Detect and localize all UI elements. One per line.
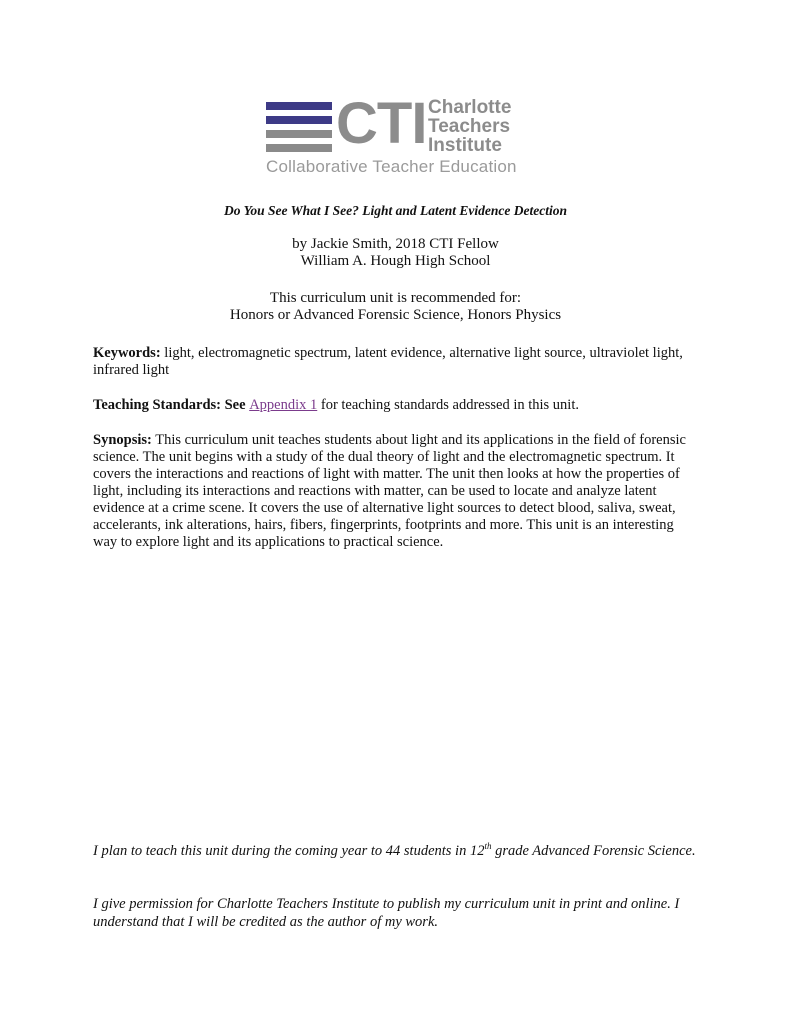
- keywords-paragraph: [93, 345, 693, 379]
- synopsis-text: This curriculum unit teaches students about light and its applications in the field of forensic science. The unit begins with a study of the dual theory of light and the electromagnetic spectrum. It covers the interactions and reactions of light with matter. The unit then looks at how the properties of light, including its interactions and reactions with matter, can be used to locate and analyze latent evidence at a crime scene. It covers the use of alternative light sources to detect blood, saliva, sweat, accelerants, ink alterations, hairs, fibers, fingerprints, footprints and more. This unit is an interesting way to explore light and its applications to practical science.: [93, 432, 686, 550]
- unit-title: Do You See What I See? Light and Latent Evidence Detection: [224, 203, 567, 218]
- synopsis-paragraph: [93, 432, 693, 551]
- recommendation: [0, 290, 791, 324]
- teaching-plan-statement: [93, 842, 703, 860]
- logo-name-line: Institute: [428, 135, 502, 156]
- cti-logo: [264, 91, 526, 178]
- logo-stripe: [266, 144, 332, 152]
- permission-statement: I give permission for Charlotte Teachers Institute to publish my curriculum unit in print and online. I understand that I will be credited as the author of my work.: [93, 896, 680, 930]
- teaching-standards-label: Teaching Standards: See: [93, 397, 250, 413]
- recommendation-intro: This curriculum unit is recommended for:: [269, 290, 522, 306]
- plan-superscript: th: [484, 841, 492, 852]
- keywords-label: Keywords:: [93, 345, 161, 361]
- logo-stripe: [266, 102, 332, 110]
- logo-stripe: [266, 116, 332, 124]
- logo-name-line: Charlotte: [428, 97, 512, 118]
- recommendation-courses: Honors or Advanced Forensic Science, Honors Physics: [229, 307, 562, 323]
- logo-abbreviation: CTI: [336, 91, 427, 156]
- byline: [0, 236, 791, 270]
- plan-text-before: I plan to teach this unit during the coming year to 44 students in 12: [93, 843, 485, 859]
- appendix-link[interactable]: Appendix 1: [249, 397, 318, 413]
- logo-name-line: Teachers: [428, 116, 511, 137]
- teaching-standards-paragraph: [93, 397, 693, 414]
- teaching-standards-text: for teaching standards addressed in this unit.: [317, 397, 579, 413]
- keywords-text: light, electromagnetic spectrum, latent evidence, alternative light source, ultraviolet light, infrared light: [93, 345, 683, 378]
- logo-stripe: [266, 130, 332, 138]
- school-line: William A. Hough High School: [300, 253, 491, 269]
- logo-name: [428, 98, 511, 155]
- author-line: by Jackie Smith, 2018 CTI Fellow: [292, 236, 499, 252]
- plan-text-after: grade Advanced Forensic Science.: [491, 843, 696, 859]
- logo-tagline: Collaborative Teacher Education: [266, 157, 517, 176]
- synopsis-label: Synopsis:: [93, 432, 152, 448]
